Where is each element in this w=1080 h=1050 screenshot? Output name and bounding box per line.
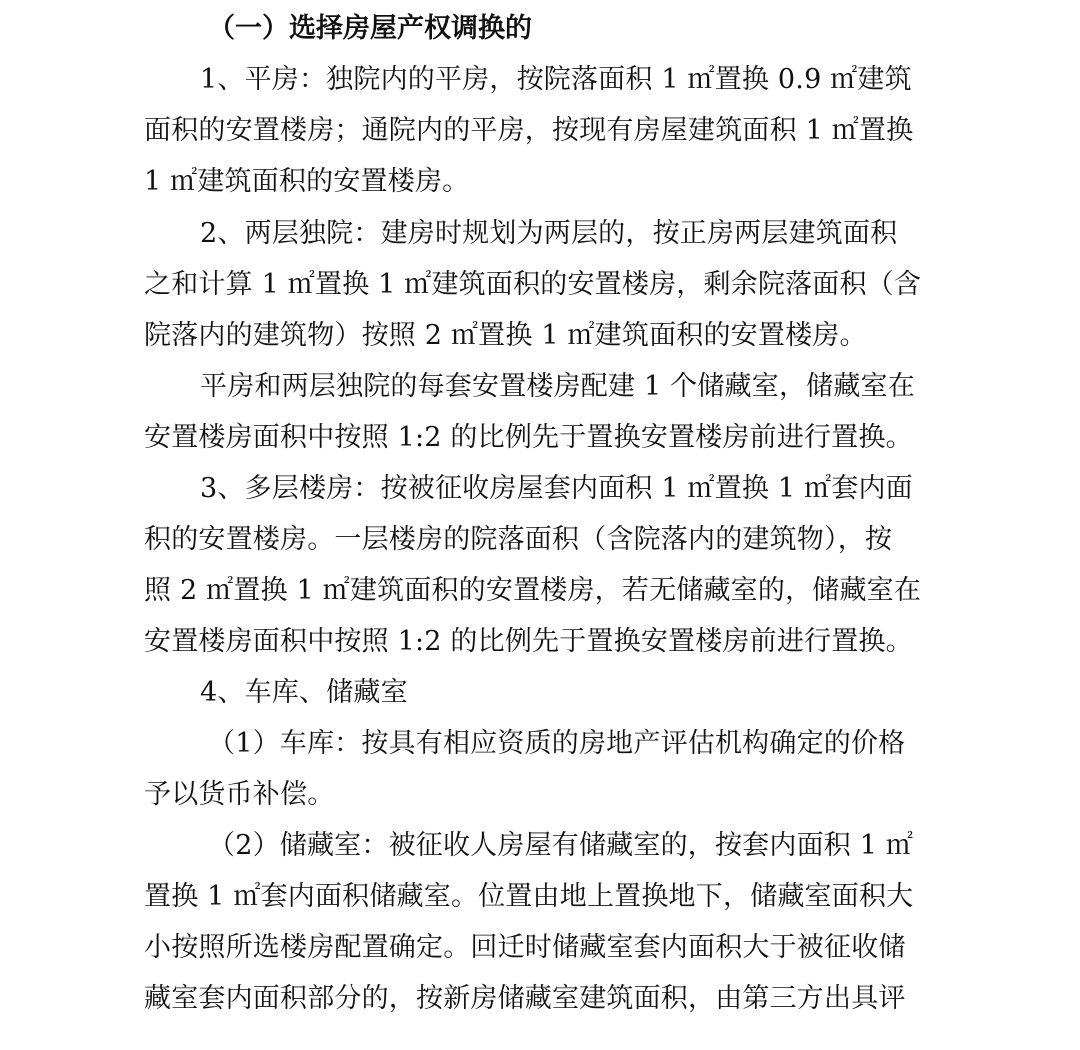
text-line: 小按照所选楼房配置确定。回迁时储藏室套内面积大于被征收储 (144, 932, 906, 963)
text-line: 2、两层独院：建房时规划为两层的，按正房两层建筑面积 (200, 218, 898, 249)
text-line: 予以货币补偿。 (144, 779, 335, 810)
text-line: （1）车库：按具有相应资质的房地产评估机构确定的价格 (208, 728, 906, 759)
section-heading: （一）选择房屋产权调换的 (208, 13, 532, 44)
text-line: 藏室套内面积部分的，按新房储藏室建筑面积，由第三方出具评 (144, 983, 906, 1014)
text-line: 积的安置楼房。一层楼房的院落面积（含院落内的建筑物），按 (144, 524, 893, 555)
text-line: 1、平房：独院内的平房，按院落面积 1 ㎡置换 0.9 ㎡建筑 (200, 64, 912, 95)
text-line: 安置楼房面积中按照 1:2 的比例先于置换安置楼房前进行置换。 (144, 422, 913, 453)
text-line: 面积的安置楼房；通院内的平房，按现有房屋建筑面积 1 ㎡置换 (144, 115, 914, 146)
text-line: 安置楼房面积中按照 1:2 的比例先于置换安置楼房前进行置换。 (144, 626, 913, 657)
text-line: 置换 1 ㎡套内面积储藏室。位置由地上置换地下，储藏室面积大 (144, 881, 914, 912)
text-line: 院落内的建筑物）按照 2 ㎡置换 1 ㎡建筑面积的安置楼房。 (144, 320, 867, 351)
text-line: 1 ㎡建筑面积的安置楼房。 (144, 166, 470, 197)
text-line: 之和计算 1 ㎡置换 1 ㎡建筑面积的安置楼房，剩余院落面积（含 (144, 269, 922, 300)
text-line: 照 2 ㎡置换 1 ㎡建筑面积的安置楼房，若无储藏室的，储藏室在 (144, 575, 922, 606)
text-line: 4、车库、储藏室 (200, 677, 408, 708)
text-line: 平房和两层独院的每套安置楼房配建 1 个储藏室，储藏室在 (200, 371, 915, 402)
text-line: 3、多层楼房：按被征收房屋套内面积 1 ㎡置换 1 ㎡套内面 (200, 473, 913, 504)
text-line: （2）储藏室：被征收人房屋有储藏室的，按套内面积 1 ㎡ (208, 830, 914, 861)
